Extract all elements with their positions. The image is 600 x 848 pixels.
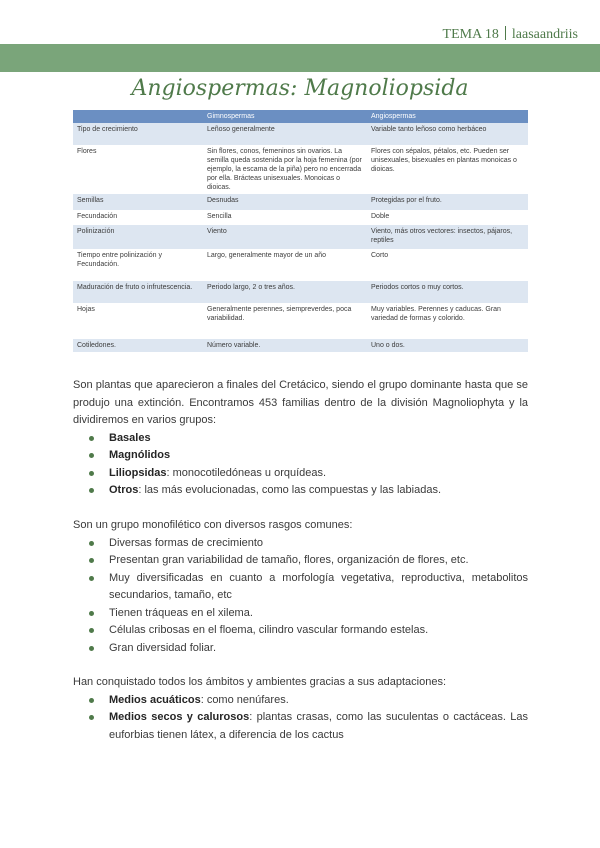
bullet-icon	[89, 715, 94, 720]
table-cell-angiospermas: Muy variables. Perennes y caducas. Gran variedad de formas y colorido.	[367, 303, 528, 339]
list-item	[73, 570, 528, 605]
table-cell-feature: Tiempo entre polinización y Fecundación.	[73, 249, 203, 281]
bullet-icon	[89, 611, 94, 616]
bullet-icon	[89, 628, 94, 633]
table-row	[73, 225, 528, 249]
environment-desc: : plantas crasas, como las suculentas o cactáceas. Las euforbias tienen látex, a diferencia de los cactus	[109, 711, 528, 741]
table-row	[73, 339, 528, 352]
traits-intro: Son un grupo monofilético con diversos rasgos comunes:	[73, 519, 353, 531]
header-green-band	[0, 44, 600, 72]
table-header-row	[73, 110, 528, 123]
bullet-icon	[89, 471, 94, 476]
environments-list	[73, 692, 528, 745]
page-title: Angiospermas: Magnoliopsida	[131, 76, 469, 101]
table-cell-feature: Semillas	[73, 194, 203, 210]
list-item	[73, 622, 528, 640]
groups-list	[73, 430, 528, 500]
table-cell-gimnospermas: Periodo largo, 2 o tres años.	[203, 281, 367, 303]
table-row	[73, 303, 528, 339]
environment-desc: : como nenúfares.	[200, 693, 289, 706]
table-cell-angiospermas: Uno o dos.	[367, 339, 528, 352]
header-author: laasaandriis	[511, 27, 578, 42]
trait-text: Diversas formas de crecimiento	[109, 536, 264, 549]
bullet-icon	[89, 436, 94, 441]
table-row	[73, 145, 528, 194]
table-cell-feature: Flores	[73, 145, 203, 194]
table-cell-angiospermas: Viento, más otros vectores: insectos, pájaros, reptiles	[367, 225, 528, 249]
table-cell-angiospermas: Corto	[367, 249, 528, 281]
trait-text: Presentan gran variabilidad de tamaño, flores, organización de flores, etc.	[109, 554, 469, 566]
list-item	[73, 709, 528, 744]
environment-name: Medios secos y calurosos	[109, 711, 250, 723]
bullet-icon	[89, 698, 94, 703]
traits-list	[73, 535, 528, 658]
header-text	[443, 26, 578, 43]
group-name: Otros	[109, 484, 139, 496]
table-cell-feature: Fecundación	[73, 210, 203, 225]
table-cell-gimnospermas: Sin flores, conos, femeninos sin ovarios. La semilla queda sostenida por la hoja femenina (por ejemplo, la escama de la piña) pero no encerrada por ella. Brácteas unisexuales. Monoicas o dioicas.	[203, 145, 367, 194]
table-cell-angiospermas: Periodos cortos o muy cortos.	[367, 281, 528, 303]
bullet-icon	[89, 541, 94, 546]
table-cell-feature: Polinización	[73, 225, 203, 249]
table-cell-gimnospermas: Generalmente perennes, siempreverdes, poca variabilidad.	[203, 303, 367, 339]
comparison-table	[73, 110, 528, 352]
table-cell-angiospermas: Flores con sépalos, pétalos, etc. Pueden ser unisexuales, bisexuales en plantas monoicas o dioicas.	[367, 145, 528, 194]
table-cell-gimnospermas: Viento	[203, 225, 367, 249]
list-item	[73, 692, 528, 710]
table-cell-gimnospermas: Largo, generalmente mayor de un año	[203, 249, 367, 281]
environments-intro: Han conquistado todos los ámbitos y ambientes gracias a sus adaptaciones:	[73, 676, 446, 688]
environment-name: Medios acuáticos	[109, 693, 201, 706]
bullet-icon	[89, 646, 94, 651]
group-name: Liliopsidas	[109, 466, 167, 479]
table-cell-angiospermas: Protegidas por el fruto.	[367, 194, 528, 210]
table-cell-feature: Cotiledones.	[73, 339, 203, 352]
list-item	[73, 535, 528, 553]
intro-paragraph: Son plantas que aparecieron a finales del Cretácico, siendo el grupo dominante hasta que se produjo una extinción. Encontramos 453 familias dentro de la división Magnoliophyta y la dividiremos en varios grupos:	[73, 379, 528, 426]
bullet-icon	[89, 576, 94, 581]
group-name: Magnólidos	[109, 449, 171, 461]
table-cell-feature: Hojas	[73, 303, 203, 339]
table-header-cell	[73, 110, 203, 123]
table-cell-angiospermas: Doble	[367, 210, 528, 225]
table-row	[73, 210, 528, 225]
environments-section	[73, 674, 528, 744]
list-item	[73, 552, 528, 570]
intro-section	[73, 377, 528, 500]
group-desc: : las más evolucionadas, como las compuestas y las labiadas.	[138, 484, 441, 496]
table-cell-gimnospermas: Número variable.	[203, 339, 367, 352]
list-item	[73, 605, 528, 623]
table-cell-gimnospermas: Desnudas	[203, 194, 367, 210]
trait-text: Células cribosas en el floema, cilindro vascular formando estelas.	[109, 624, 429, 636]
group-name: Basales	[109, 431, 151, 444]
table-cell-feature: Tipo de crecimiento	[73, 123, 203, 145]
trait-text: Gran diversidad foliar.	[109, 641, 216, 654]
trait-text: Muy diversificadas en cuanto a morfología vegetativa, reproductiva, metabolitos secundarios, tamaño, etc	[109, 571, 528, 601]
table-row	[73, 249, 528, 281]
header-topic: TEMA 18	[442, 27, 499, 42]
table-cell-angiospermas: Variable tanto leñoso como herbáceo	[367, 123, 528, 145]
page-header	[0, 0, 600, 44]
traits-section	[73, 517, 528, 657]
bullet-icon	[89, 558, 94, 563]
trait-text: Tienen tráqueas en el xilema.	[109, 606, 253, 619]
group-desc: : monocotiledóneas u orquídeas.	[166, 466, 327, 479]
list-item	[73, 640, 528, 658]
list-item	[73, 465, 528, 483]
table-cell-gimnospermas: Sencilla	[203, 210, 367, 225]
bullet-icon	[89, 453, 94, 458]
table-header-cell: Angiospermas	[367, 110, 528, 123]
table-row	[73, 194, 528, 210]
list-item	[73, 430, 528, 448]
bullet-icon	[89, 488, 94, 493]
list-item	[73, 482, 528, 500]
list-item	[73, 447, 528, 465]
table-row	[73, 281, 528, 303]
header-separator	[505, 26, 506, 40]
table-row	[73, 123, 528, 145]
table-cell-gimnospermas: Leñoso generalmente	[203, 123, 367, 145]
table-header-cell: Gimnospermas	[203, 110, 367, 123]
table-cell-feature: Maduración de fruto o infrutescencia.	[73, 281, 203, 303]
